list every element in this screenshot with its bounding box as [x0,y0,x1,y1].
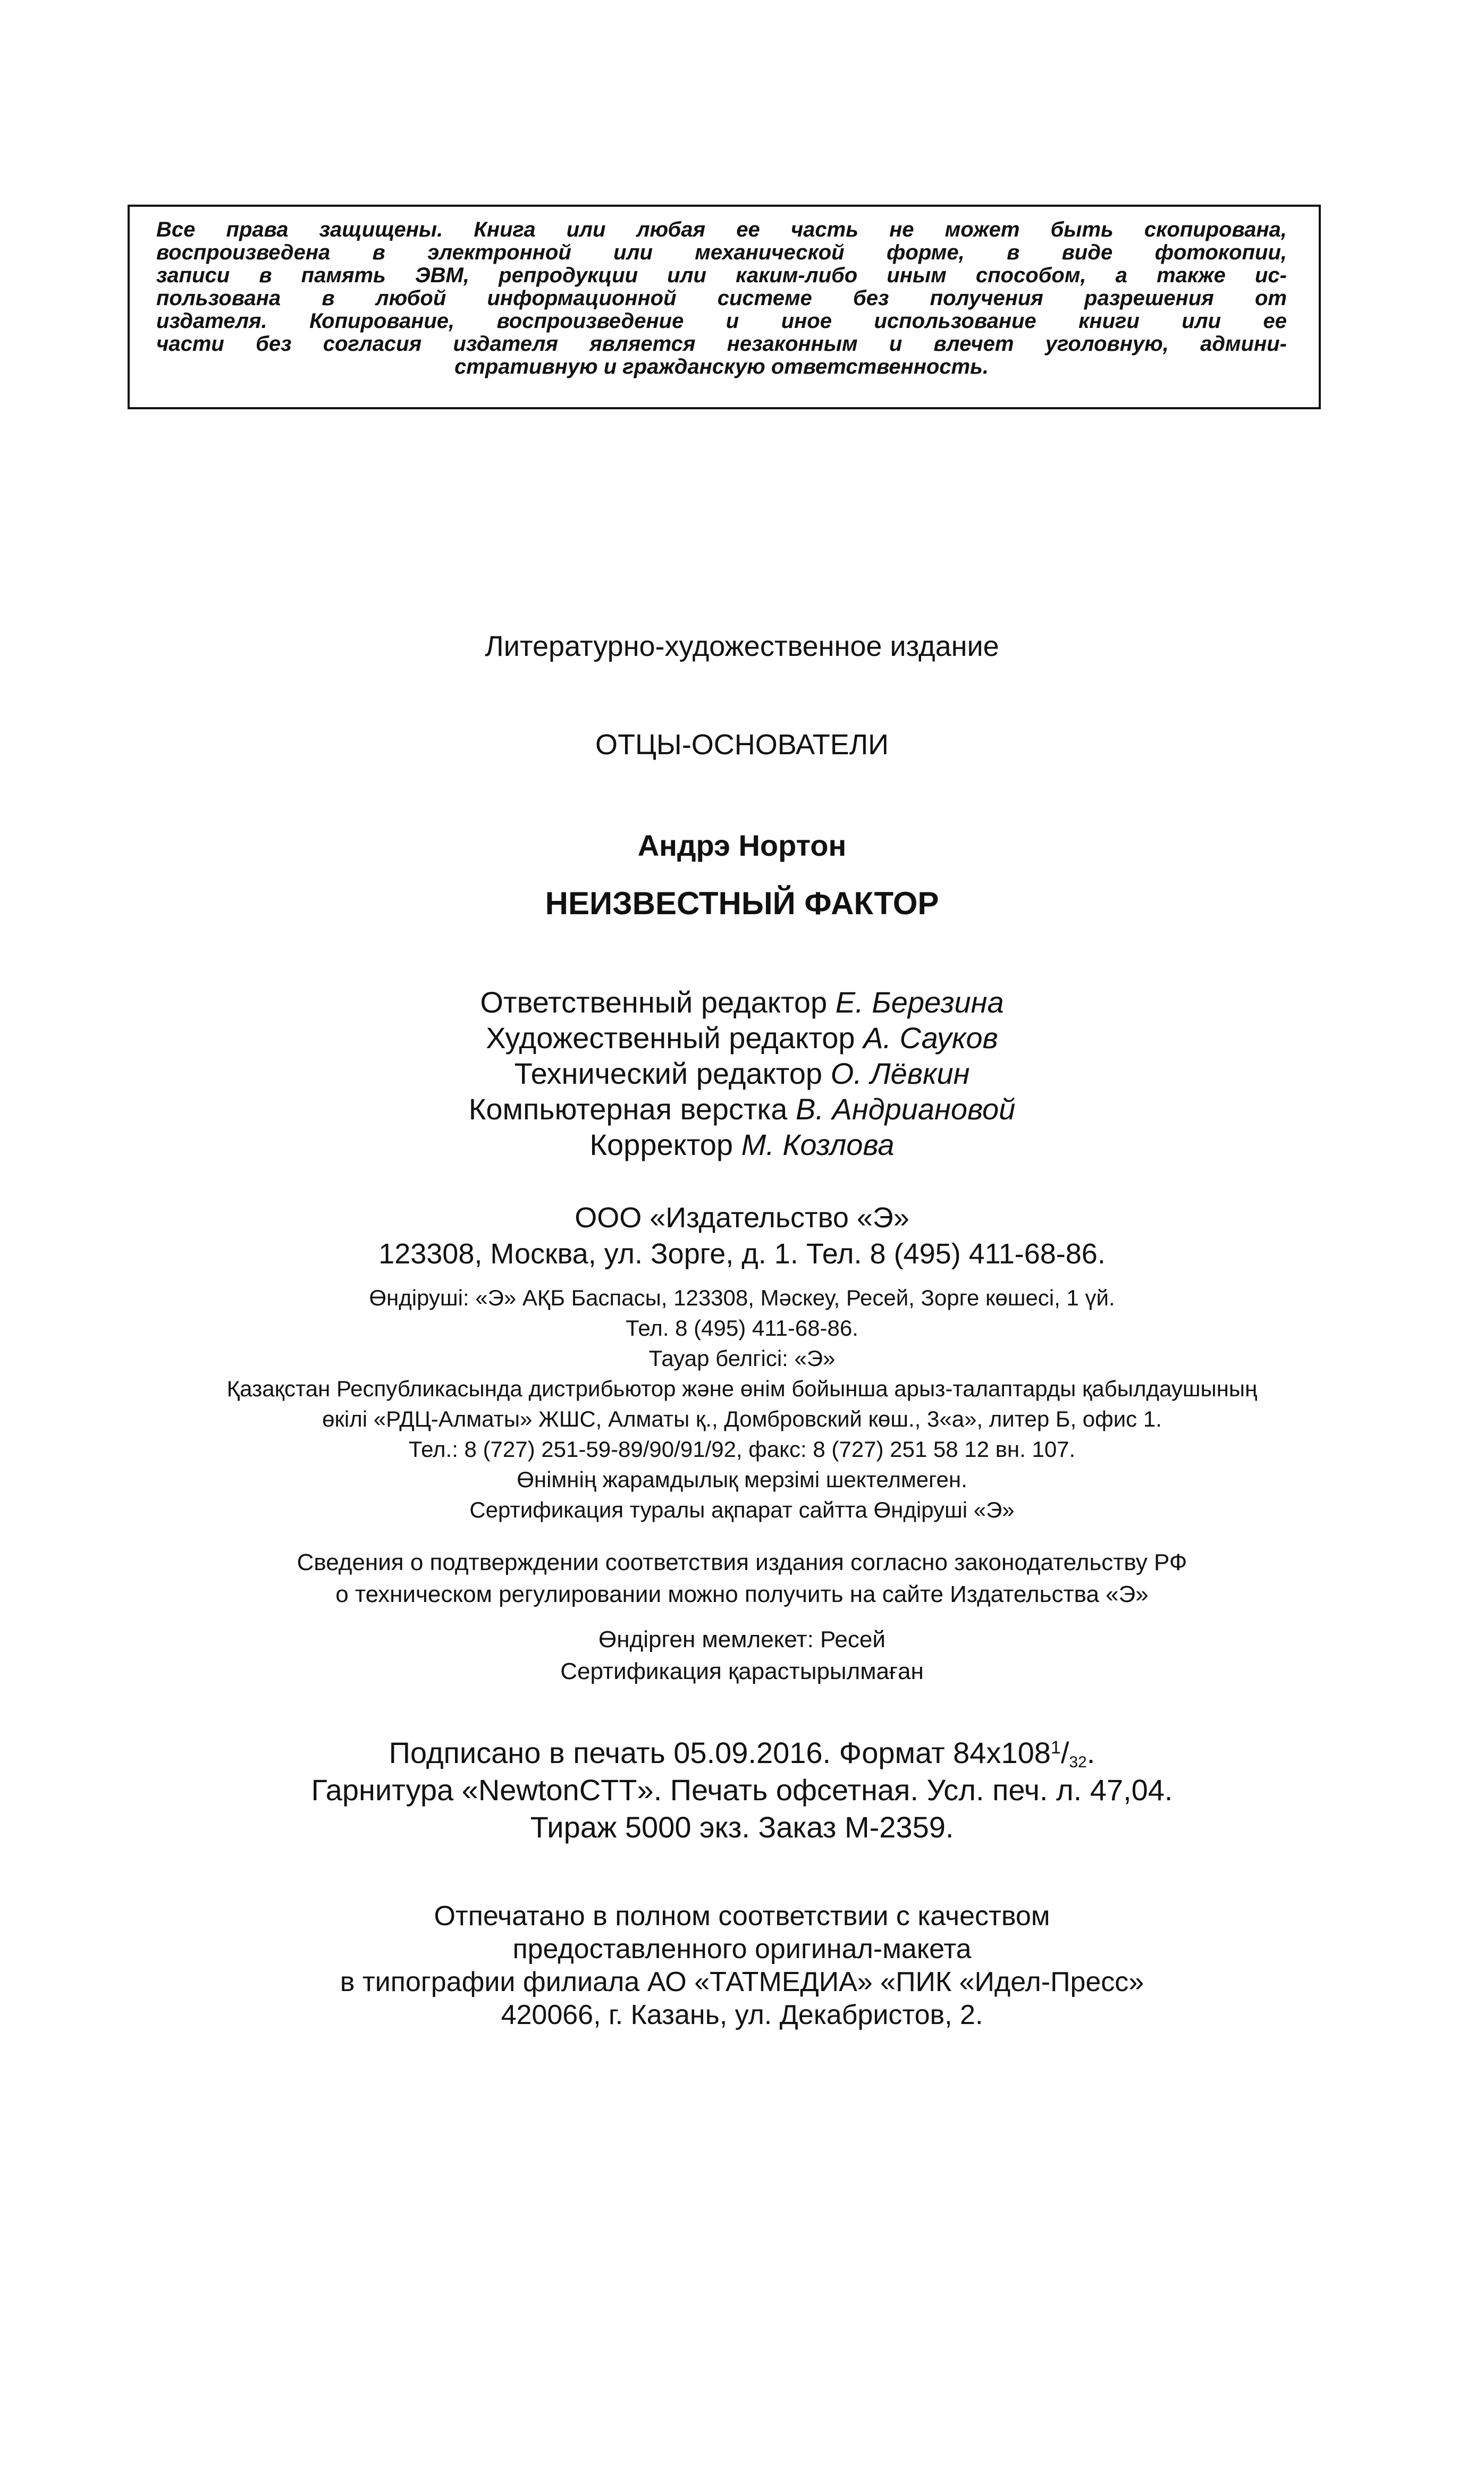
copyright-notice-line: записи в память ЭВМ, репродукции или каким-либо иным способом, а также ис- [156,264,1287,287]
staff-credit [0,1021,1484,1055]
staff-role: Корректор [589,1128,733,1161]
conformity-line: о техническом регулировании можно получить на сайте Издательства «Э» [335,1581,1149,1607]
series-name: ОТЦЫ-ОСНОВАТЕЛИ [595,729,889,761]
format-denominator: 32 [1069,1753,1087,1771]
staff-credit [0,1092,1484,1126]
conformity-line: Сведения о подтверждении соответствия издания согласно законодательству РФ [297,1549,1187,1575]
kazakh-info-line: Өндіруші: «Э» АҚБ Баспасы, 123308, Мәскеу, Ресей, Зорге көшесі, 1 үй. [369,1285,1115,1310]
publisher-name: ООО «Издательство «Э» [575,1202,909,1234]
print-specs-line [0,1735,1484,1772]
format-numerator: 1 [1050,1738,1061,1758]
kazakh-info-line: Тел. 8 (495) 411-68-86. [626,1316,858,1340]
copyright-notice-line: пользована в любой информационной системе без получения разрешения от [156,286,1287,310]
format-separator: / [1060,1736,1069,1769]
print-specs-line: Тираж 5000 экз. Заказ М-2359. [530,1810,954,1844]
copyright-notice-line: Все права защищены. Книга или любая ее часть не может быть скопирована, [156,218,1287,241]
copyright-notice-line: части без согласия издателя является незаконным и влечет уголовную, админи- [156,332,1287,356]
print-specs-text: Подписано в печать 05.09.2016. Формат 84x108 [389,1736,1051,1769]
author-name: Андрэ Нортон [637,829,847,862]
origin-line: Өндірген мемлекет: Ресей [598,1626,886,1652]
printer-line: 420066, г. Казань, ул. Декабристов, 2. [501,2000,983,2030]
staff-name: В. Андриановой [796,1092,1016,1126]
book-title: НЕИЗВЕСТНЫЙ ФАКТОР [545,886,939,921]
kazakh-info-line: Өнімнің жарамдылық мерзімі шектелмеген. [517,1467,967,1492]
staff-name: Е. Березина [835,985,1004,1019]
staff-credit [0,985,1484,1019]
printer-line: в типографии филиала АО «ТАТМЕДИА» «ПИК «Идел-Пресс» [340,1967,1144,1997]
print-specs-suffix: . [1086,1736,1095,1769]
staff-role: Художественный редактор [486,1021,855,1055]
staff-name: А. Сауков [863,1021,998,1055]
origin-line: Сертификация қарастырылмаған [560,1658,924,1684]
staff-credit [0,1056,1484,1091]
kazakh-info-line: Қазақстан Республикасында дистрибьютор және өнім бойынша арыз-талаптарды қабылдаушының [226,1376,1258,1401]
publisher-address: 123308, Москва, ул. Зорге, д. 1. Тел. 8 (495) 411-68-86. [378,1238,1106,1270]
kazakh-info-line: Тауар белгісі: «Э» [648,1346,836,1371]
printer-line: предоставленного оригинал-макета [512,1934,972,1964]
kazakh-info-line: Сертификация туралы ақпарат сайтта Өндіруші «Э» [469,1497,1015,1522]
staff-role: Ответственный редактор [480,985,828,1019]
staff-name: М. Козлова [741,1128,895,1161]
staff-role: Компьютерная верстка [468,1092,788,1126]
edition-type: Литературно-художественное издание [485,630,999,662]
print-specs-line: Гарнитура «NewtonCTT». Печать офсетная. Усл. печ. л. 47,04. [311,1773,1173,1807]
copyright-notice-line: стративную и гражданскую ответственность. [454,355,989,378]
kazakh-info-line: өкілі «РДЦ-Алматы» ЖШС, Алматы қ., Домбровский көш., 3«а», литер Б, офис 1. [322,1406,1162,1431]
copyright-notice-line: воспроизведена в электронной или механической форме, в виде фотокопии, [156,241,1287,264]
staff-name: О. Лёвкин [830,1057,970,1090]
staff-credit [0,1127,1484,1162]
printer-line: Отпечатано в полном соответствии с качеством [434,1901,1050,1932]
staff-role: Технический редактор [514,1057,823,1090]
copyright-notice-box [128,205,1321,409]
copyright-notice-line: издателя. Копирование, воспроизведение и иное использование книги или ее [156,309,1287,333]
kazakh-info-line: Тел.: 8 (727) 251-59-89/90/91/92, факс: 8 (727) 251 58 12 вн. 107. [408,1437,1076,1462]
